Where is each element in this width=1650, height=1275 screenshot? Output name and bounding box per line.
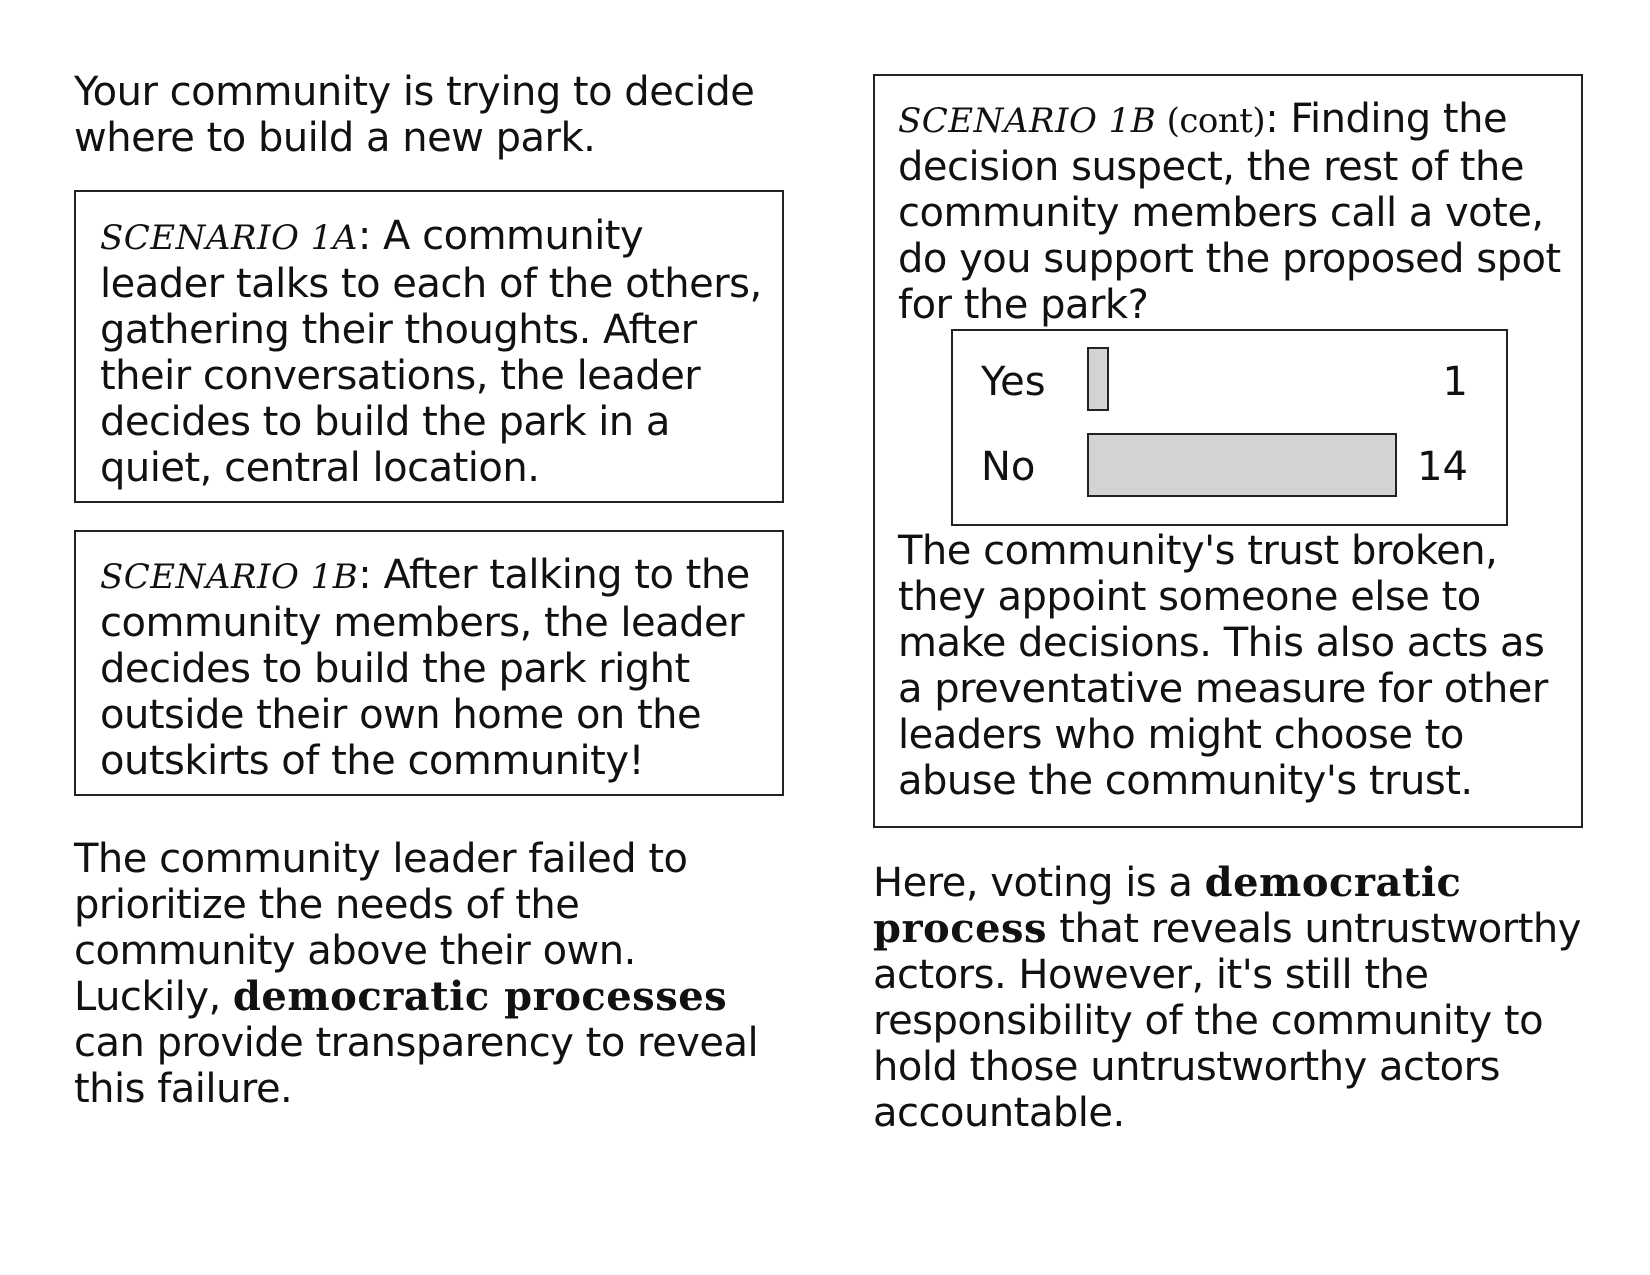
left-summary-after: can provide transparency to reveal this failure.	[74, 1020, 759, 1112]
scenario-1a-box	[74, 190, 784, 503]
scenario-1b-cont-result: The community's trust broken, they appoint someone else to make decisions. This also acts as a preventative measure for other leaders who might choose to abuse the community's trust.	[898, 528, 1548, 804]
scenario-1b-cont-question	[898, 96, 1568, 328]
left-summary-bold: democratic processes	[232, 973, 728, 1020]
vote-bar-yes	[1087, 347, 1109, 411]
scenario-1a-tag: SCENARIO 1A	[100, 218, 358, 258]
right-summary-before: Here, voting is a	[873, 860, 1205, 906]
scenario-1b-box	[74, 530, 784, 796]
vote-count-yes: 1	[1442, 359, 1468, 405]
right-summary-after: that reveals untrustworthy actors. However, it's still the responsibility of the community to hold those untrustworthy actors accountable.	[873, 906, 1581, 1136]
scenario-1b-cont-box	[873, 74, 1583, 828]
scenario-1b-tag: SCENARIO 1B	[100, 557, 359, 597]
left-summary-text	[74, 836, 794, 1112]
scenario-1b-cont-question-text: : Finding the decision suspect, the rest of the community members call a vote, do you support the proposed spot for the park?	[898, 96, 1561, 328]
vote-label-yes: Yes	[981, 359, 1046, 405]
scenario-1b-text: : After talking to the community members, the leader decides to build the park right outside their own home on the outskirts of the community!	[100, 552, 750, 784]
right-summary-bold: democratic process	[873, 859, 1462, 952]
scenario-1b-cont-marker: (cont)	[1156, 101, 1266, 141]
scenario-1b-paragraph	[100, 552, 770, 784]
scenario-1a-text: : A community leader talks to each of the others, gathering their thoughts. After their conversations, the leader decides to build the park in a quiet, central location.	[100, 213, 762, 491]
scenario-1a-paragraph	[100, 213, 770, 491]
vote-label-no: No	[981, 444, 1036, 490]
vote-chart	[951, 329, 1508, 526]
intro-text: Your community is trying to decide where to build a new park.	[74, 69, 755, 161]
scenario-1b-cont-tag: SCENARIO 1B	[898, 101, 1157, 141]
vote-count-no: 14	[1417, 444, 1468, 490]
left-summary-before: The community leader failed to prioritize the needs of the community above their own. Luckily,	[74, 836, 688, 1020]
right-summary-text	[873, 860, 1593, 1136]
vote-bar-no	[1087, 433, 1397, 497]
